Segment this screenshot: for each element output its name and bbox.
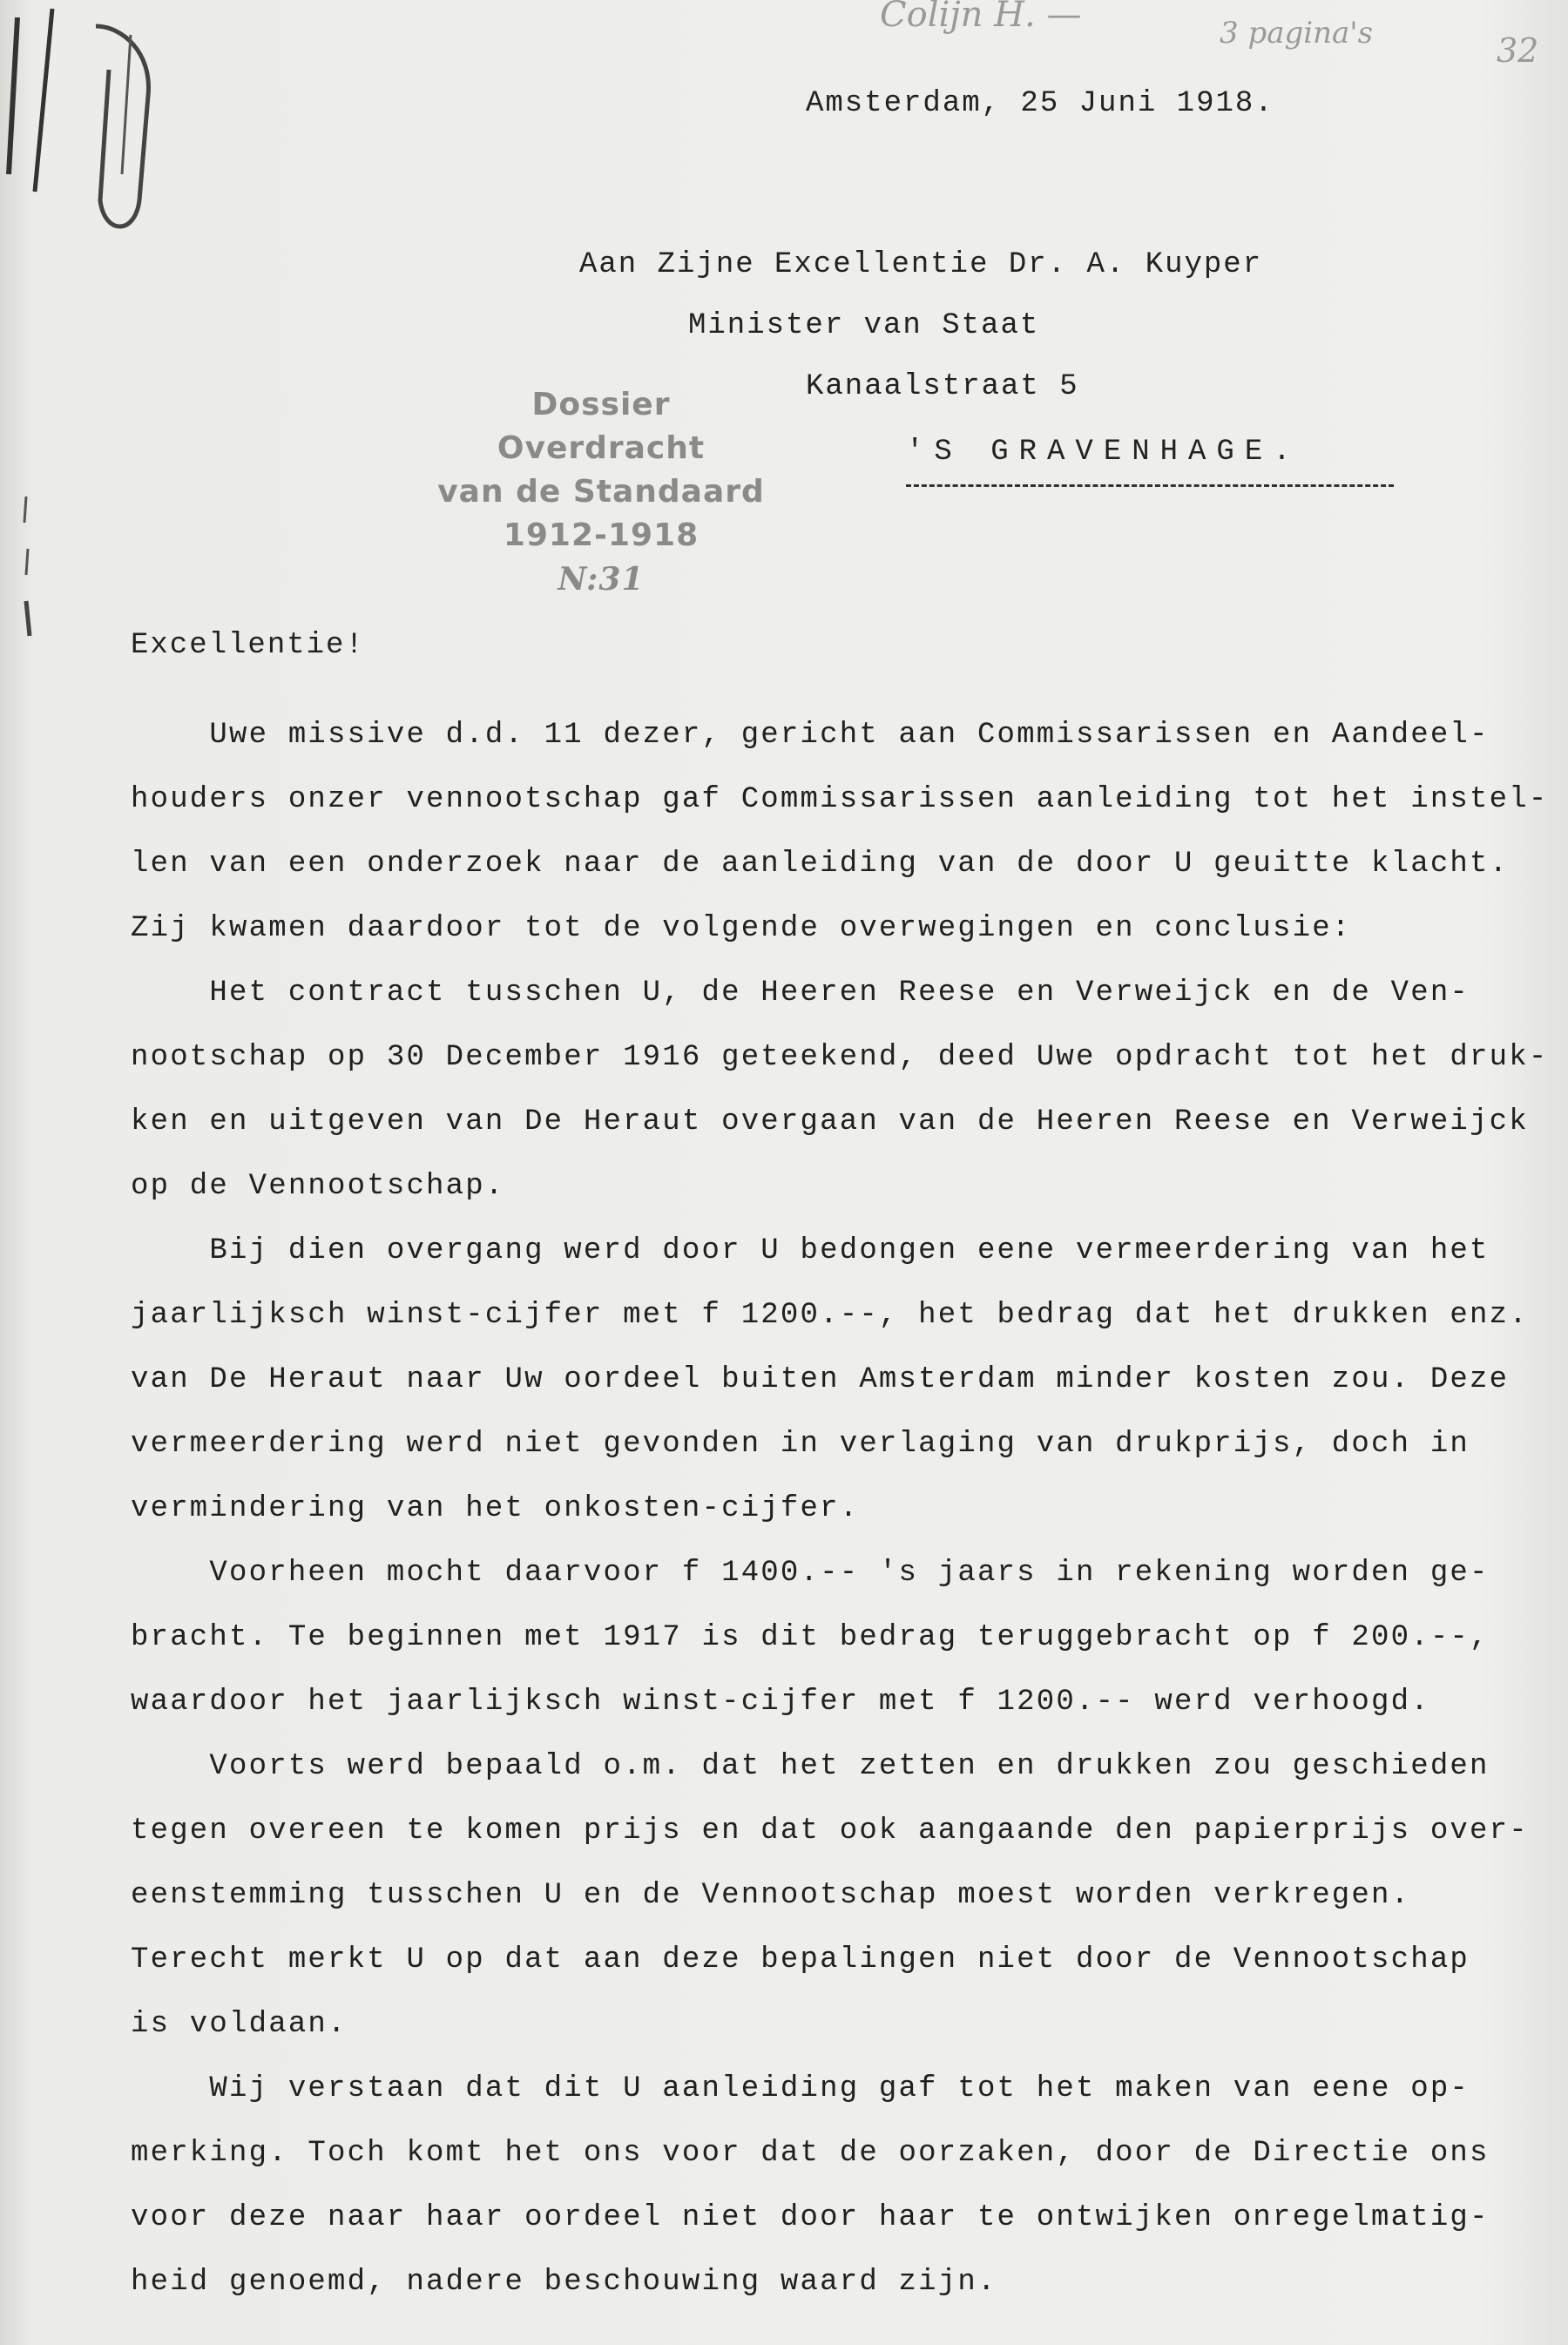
handwritten-pages: 3 pagina's bbox=[1220, 16, 1374, 51]
body-line: houders onzer vennootschap gaf Commissarissen aanleiding tot het instel- bbox=[131, 783, 1549, 816]
body-line: Bij dien overgang werd door U bedongen eene vermeerdering van het bbox=[131, 1234, 1490, 1267]
address-line-4: 'S GRAVENHAGE. bbox=[906, 436, 1301, 469]
body-line: jaarlijksch winst-cijfer met f 1200.--, het bedrag dat het drukken enz. bbox=[131, 1299, 1529, 1332]
body-line: bracht. Te beginnen met 1917 is dit bedrag teruggebracht op f 200.--, bbox=[131, 1621, 1490, 1654]
handwritten-name: Colijn H. — bbox=[880, 0, 1082, 35]
body-line: nootschap op 30 December 1916 geteekend, deed Uwe opdracht tot het druk- bbox=[131, 1041, 1549, 1074]
body-line: Wij verstaan dat dit U aanleiding gaf tot het maken van eene op- bbox=[131, 2072, 1470, 2105]
body-line: Voorts werd bepaald o.m. dat het zetten en drukken zou geschieden bbox=[131, 1750, 1490, 1783]
body-line: Zij kwamen daardoor tot de volgende overwegingen en conclusie: bbox=[131, 912, 1352, 945]
body-line: op de Vennootschap. bbox=[131, 1170, 505, 1203]
date-line: Amsterdam, 25 Juni 1918. bbox=[806, 87, 1274, 120]
body-line: vermindering van het onkosten-cijfer. bbox=[131, 1492, 860, 1525]
body-line: len van een onderzoek naar de aanleiding van de door U geuitte klacht. bbox=[131, 848, 1510, 881]
body-line: Het contract tusschen U, de Heeren Reese en Verweijck en de Ven- bbox=[131, 977, 1470, 1010]
address-line-1: Aan Zijne Excellentie Dr. A. Kuyper bbox=[579, 248, 1263, 281]
body-line: Voorheen mocht daarvoor f 1400.-- 's jaars in rekening worden ge- bbox=[131, 1557, 1490, 1590]
margin-marks bbox=[9, 488, 44, 645]
body-line: ken en uitgeven van De Heraut overgaan van de Heeren Reese en Verweijck bbox=[131, 1105, 1529, 1139]
salutation: Excellentie! bbox=[131, 629, 365, 662]
body-line: van De Heraut naar Uw oordeel buiten Amsterdam minder kosten zou. Deze bbox=[131, 1363, 1510, 1396]
body-line: voor deze naar haar oordeel niet door haar te ontwijken onregelmatig- bbox=[131, 2201, 1490, 2234]
body-line: Terecht merkt U op dat aan deze bepalingen niet door de Vennootschap bbox=[131, 1943, 1470, 1977]
address-underline bbox=[906, 484, 1394, 487]
stamp-line-2: Overdracht bbox=[497, 430, 706, 466]
address-line-3: Kanaalstraat 5 bbox=[806, 370, 1079, 403]
stamp-line-4: 1912-1918 bbox=[503, 517, 700, 553]
body-line: heid genoemd, nadere beschouwing waard zijn. bbox=[131, 2266, 997, 2299]
body-line: eenstemming tusschen U en de Vennootschap moest worden verkregen. bbox=[131, 1879, 1411, 1912]
handwritten-page-number: 32 bbox=[1497, 31, 1539, 70]
address-line-2: Minister van Staat bbox=[688, 309, 1040, 342]
paperclip-icon bbox=[0, 0, 192, 244]
body-line: vermeerdering werd niet gevonden in verlaging van drukprijs, doch in bbox=[131, 1428, 1470, 1461]
stamp-line-3: van de Standaard bbox=[437, 474, 765, 510]
stamp-line-1: Dossier bbox=[531, 387, 671, 422]
body-line: waardoor het jaarlijksch winst-cijfer met f 1200.-- werd verhoogd. bbox=[131, 1686, 1430, 1719]
body-line: Uwe missive d.d. 11 dezer, gericht aan Commissarissen en Aandeel- bbox=[131, 719, 1490, 752]
archive-stamp bbox=[418, 383, 784, 601]
body-line: merking. Toch komt het ons voor dat de oorzaken, door de Directie ons bbox=[131, 2137, 1490, 2170]
stamp-line-5: N:31 bbox=[558, 561, 645, 598]
body-line: tegen overeen te komen prijs en dat ook aangaande den papierprijs over- bbox=[131, 1815, 1529, 1848]
body-line: is voldaan. bbox=[131, 2008, 348, 2041]
